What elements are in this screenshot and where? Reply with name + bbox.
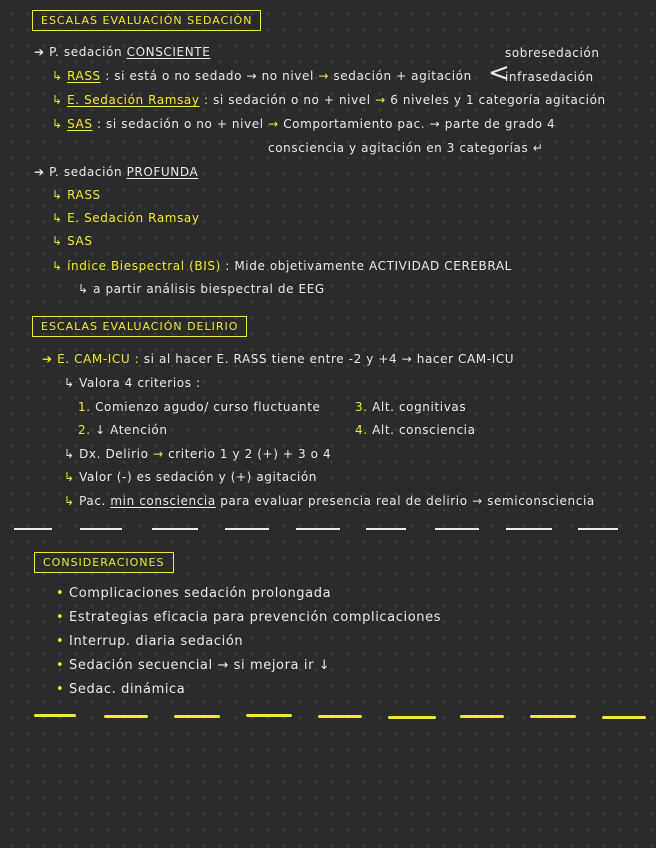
sas-label: SAS bbox=[67, 117, 93, 131]
heading-prefix: P. sedación bbox=[49, 165, 123, 179]
bullet-text: Estrategias eficacia para prevención complicaciones bbox=[69, 610, 442, 625]
sas-text-3: parte de grado 4 bbox=[444, 117, 556, 131]
profunda-item-label: E. Sedación Ramsay bbox=[67, 211, 200, 225]
cam-text: si al hacer E. RASS tiene entre -2 y +4 bbox=[143, 352, 398, 366]
infrasedacion-label: infrasedación bbox=[505, 70, 594, 84]
arrow-icon: → bbox=[375, 93, 386, 107]
criterion-number: 4. bbox=[355, 423, 368, 437]
criterion-item bbox=[355, 400, 466, 414]
ramsay-text-2: 6 niveles y 1 categoría agitación bbox=[390, 93, 606, 107]
ramsay-text: si sedación o no + nivel bbox=[213, 93, 371, 107]
rass-text: : si está o no sedado bbox=[105, 69, 243, 83]
bullet-item bbox=[56, 586, 331, 601]
bis-text: : Mide objetivamente ACTIVIDAD CEREBRAL bbox=[225, 259, 512, 273]
cam-label: E. CAM-ICU : bbox=[57, 352, 140, 366]
bullet-icon: • bbox=[56, 634, 65, 649]
bracket-icon: < bbox=[488, 58, 510, 88]
arrow-icon: ➔ bbox=[42, 352, 53, 366]
profunda-item-label: RASS bbox=[67, 188, 101, 202]
heading-keyword: PROFUNDA bbox=[126, 165, 199, 179]
heading-keyword: CONSCIENTE bbox=[126, 45, 211, 59]
arrow-icon: → bbox=[217, 658, 229, 673]
bis-sub bbox=[78, 282, 325, 296]
criterion-text: Alt. consciencia bbox=[372, 423, 476, 437]
valor-line bbox=[64, 470, 317, 484]
bullet-icon: • bbox=[56, 682, 65, 697]
profunda-item bbox=[52, 234, 93, 248]
sas-text: si sedación o no + nivel bbox=[106, 117, 264, 131]
arrow-icon: → bbox=[318, 69, 329, 83]
arrow-icon: → bbox=[472, 494, 483, 508]
heading-prefix: P. sedación bbox=[49, 45, 123, 59]
sas-colon: : bbox=[96, 117, 102, 131]
arrow-icon: → bbox=[401, 352, 413, 366]
down-arrow-icon: ↓ bbox=[95, 423, 106, 437]
consciente-heading bbox=[34, 45, 210, 59]
section-title-delirio: ESCALAS EVALUACIÓN DELIRIO bbox=[32, 316, 247, 337]
rass-line bbox=[52, 69, 472, 83]
criterion-text: Comienzo agudo/ curso fluctuante bbox=[95, 400, 321, 414]
rass-label: RASS bbox=[67, 69, 101, 83]
pac-keyword: min consciencia bbox=[110, 494, 216, 508]
pac-text-2: para evaluar presencia real de delirio bbox=[220, 494, 468, 508]
bullet-text: Sedac. dinámica bbox=[69, 682, 186, 697]
criterion-item bbox=[355, 423, 476, 437]
hook-arrow-icon: ↳ bbox=[52, 211, 63, 225]
rass-text-2: no nivel bbox=[261, 69, 314, 83]
profunda-item bbox=[52, 188, 101, 202]
arrow-icon: → bbox=[268, 117, 279, 131]
section-title-sedacion: ESCALAS EVALUACIÓN SEDACIÓN bbox=[32, 10, 261, 31]
hook-arrow-icon: ↳ bbox=[52, 117, 63, 131]
criterion-number: 1. bbox=[78, 400, 91, 414]
bullet-text: Interrup. diaria sedación bbox=[69, 634, 244, 649]
pac-text: Pac. bbox=[79, 494, 106, 508]
bis-sub-text: a partir análisis biespectral de EEG bbox=[93, 282, 325, 296]
cam-text-2: hacer CAM-ICU bbox=[416, 352, 515, 366]
profunda-item-label: SAS bbox=[67, 234, 93, 248]
bullet-icon: • bbox=[56, 586, 65, 601]
criterion-item bbox=[78, 423, 168, 437]
ramsay-label: E. Sedación Ramsay bbox=[67, 93, 200, 107]
bullet-item bbox=[56, 682, 185, 697]
valora-text: Valora 4 criterios : bbox=[79, 376, 201, 390]
down-arrow-icon: ↓ bbox=[318, 658, 331, 673]
hook-arrow-icon: ↳ bbox=[52, 69, 63, 83]
bullet-icon: • bbox=[56, 658, 65, 673]
profunda-heading bbox=[34, 165, 198, 179]
sas-line bbox=[52, 117, 555, 131]
sobresedacion-label: sobresedación bbox=[505, 46, 600, 60]
hook-arrow-icon: ↳ bbox=[52, 234, 63, 248]
criterion-item bbox=[78, 400, 321, 414]
bis-line bbox=[52, 259, 512, 273]
hook-arrow-icon: ↳ bbox=[78, 282, 89, 296]
arrow-icon: → bbox=[246, 69, 258, 83]
hook-arrow-icon: ↳ bbox=[64, 447, 75, 461]
arrow-icon: ➔ bbox=[34, 165, 45, 179]
ramsay-line bbox=[52, 93, 606, 107]
bullet-tail: si mejora ir bbox=[233, 658, 315, 673]
bullet-icon: • bbox=[56, 610, 65, 625]
rass-text-3: sedación + agitación bbox=[333, 69, 472, 83]
cam-line bbox=[42, 352, 514, 366]
hook-arrow-icon: ↳ bbox=[64, 494, 75, 508]
ramsay-colon: : bbox=[204, 93, 209, 107]
dx-line bbox=[64, 447, 331, 461]
criterion-number: 3. bbox=[355, 400, 368, 414]
bullet-item bbox=[56, 610, 441, 625]
hook-arrow-icon: ↳ bbox=[52, 93, 63, 107]
sas-text-2: Comportamiento pac. bbox=[283, 117, 426, 131]
hook-arrow-icon: ↳ bbox=[64, 376, 75, 390]
pac-line bbox=[64, 494, 595, 508]
bis-label: índice Biespectral (BIS) bbox=[67, 259, 221, 273]
pac-text-3: semiconsciencia bbox=[487, 494, 595, 508]
return-arrow-icon: ↵ bbox=[532, 141, 544, 155]
dx-text: Dx. Delirio bbox=[79, 447, 149, 461]
sas-line-2 bbox=[268, 141, 543, 155]
dx-text-2: criterio 1 y 2 (+) + 3 o 4 bbox=[168, 447, 332, 461]
arrow-icon: ➔ bbox=[34, 45, 45, 59]
criterion-number: 2. bbox=[78, 423, 91, 437]
bullet-item bbox=[56, 634, 243, 649]
valor-text: Valor (-) es sedación y (+) agitación bbox=[79, 470, 317, 484]
profunda-item bbox=[52, 211, 200, 225]
bullet-item bbox=[56, 658, 330, 673]
criterion-text: Atención bbox=[110, 423, 168, 437]
bullet-text: Complicaciones sedación prolongada bbox=[69, 586, 332, 601]
hook-arrow-icon: ↳ bbox=[52, 259, 63, 273]
section-title-consideraciones: CONSIDERACIONES bbox=[34, 552, 174, 573]
hook-arrow-icon: ↳ bbox=[52, 188, 63, 202]
arrow-icon: → bbox=[152, 447, 164, 461]
criterion-text: Alt. cognitivas bbox=[372, 400, 467, 414]
sas-line-2-text: consciencia y agitación en 3 categorías bbox=[268, 141, 529, 155]
hook-arrow-icon: ↳ bbox=[64, 470, 75, 484]
bullet-text: Sedación secuencial bbox=[69, 658, 213, 673]
valora-line bbox=[64, 376, 201, 390]
arrow-icon: → bbox=[429, 117, 441, 131]
